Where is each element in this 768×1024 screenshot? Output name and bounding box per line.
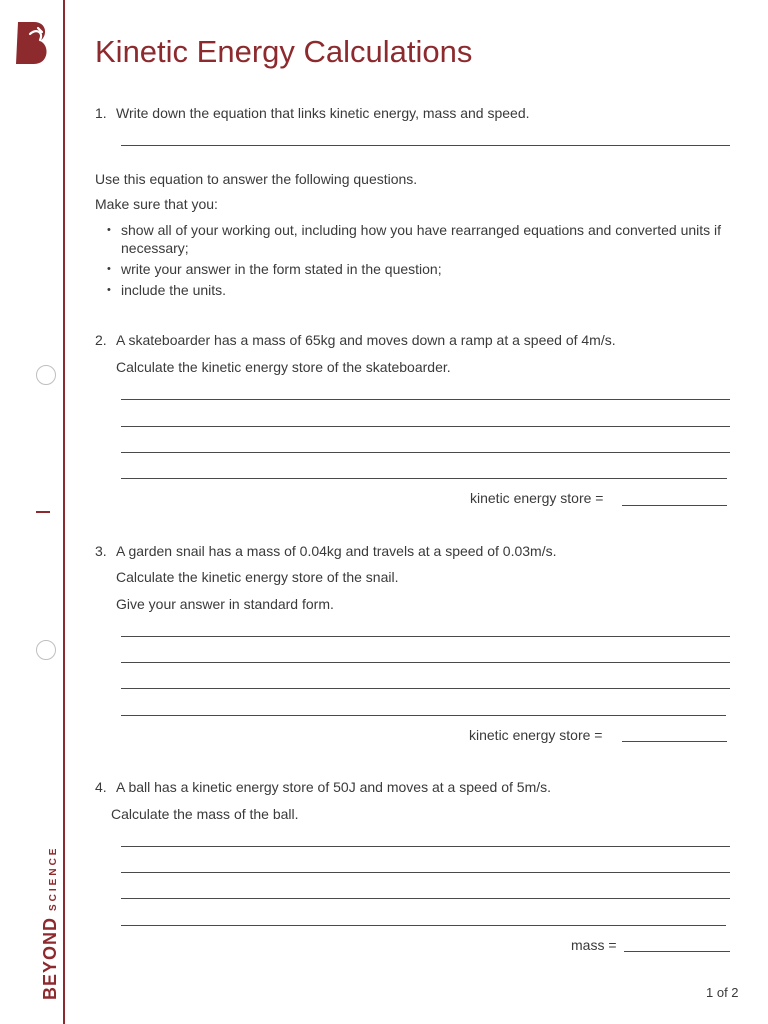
q4-working-line-4[interactable] (121, 925, 726, 926)
q3-subtext-2: Give your answer in standard form. (116, 596, 334, 612)
punch-hole-bottom (36, 640, 56, 660)
punch-hole-top (36, 365, 56, 385)
q3-answer-label: kinetic energy store = (469, 727, 603, 743)
q4-working-line-1[interactable] (121, 846, 730, 847)
q4-text: A ball has a kinetic energy store of 50J and moves at a speed of 5m/s. (116, 779, 552, 795)
q1-text: Write down the equation that links kinetic energy, mass and speed. (116, 105, 530, 121)
instructions-list (104, 221, 744, 302)
q4-answer-label: mass = (571, 937, 617, 953)
q1-answer-line[interactable] (121, 145, 730, 146)
list-item: • show all of your working out, including how you have rearranged equations and converted units if necessary; (104, 221, 744, 257)
page-title: Kinetic Energy Calculations (95, 34, 473, 69)
q2-answer-label: kinetic energy store = (470, 490, 604, 506)
instructions-line-2: Make sure that you: (95, 196, 218, 212)
q2-answer-blank[interactable] (622, 505, 727, 506)
margin-line (63, 0, 65, 1024)
fold-mark (36, 511, 50, 513)
brand-word-beyond: BEYOND (40, 916, 60, 1000)
q2-working-line-3[interactable] (121, 452, 730, 453)
q3-working-line-1[interactable] (121, 636, 730, 637)
q3-working-line-3[interactable] (121, 688, 730, 689)
q4-subtext: Calculate the mass of the ball. (111, 806, 299, 822)
list-item: • write your answer in the form stated in the question; (104, 260, 744, 278)
q2-working-line-1[interactable] (121, 399, 730, 400)
page-number: 1 of 2 (706, 985, 739, 1000)
q2-number: 2. (95, 332, 107, 348)
q3-subtext-1: Calculate the kinetic energy store of the snail. (116, 569, 399, 585)
q3-working-line-2[interactable] (121, 662, 730, 663)
q4-number: 4. (95, 779, 107, 795)
q3-answer-blank[interactable] (622, 741, 727, 742)
q3-text: A garden snail has a mass of 0.04kg and travels at a speed of 0.03m/s. (116, 543, 557, 559)
q3-working-line-4[interactable] (121, 715, 726, 716)
q4-working-line-2[interactable] (121, 872, 730, 873)
q1-number: 1. (95, 105, 107, 121)
q3-number: 3. (95, 543, 107, 559)
instructions-line-1: Use this equation to answer the following questions. (95, 171, 418, 187)
beyond-logo-icon (14, 20, 52, 66)
brand-vertical (40, 846, 61, 1000)
q2-subtext: Calculate the kinetic energy store of the skateboarder. (116, 359, 451, 375)
q2-text: A skateboarder has a mass of 65kg and moves down a ramp at a speed of 4m/s. (116, 332, 616, 348)
q4-answer-blank[interactable] (624, 951, 730, 952)
list-item: • include the units. (104, 281, 744, 299)
q2-working-line-2[interactable] (121, 426, 730, 427)
brand-word-science: SCIENCE (48, 845, 59, 911)
q4-working-line-3[interactable] (121, 898, 730, 899)
q2-working-line-4[interactable] (121, 478, 727, 479)
